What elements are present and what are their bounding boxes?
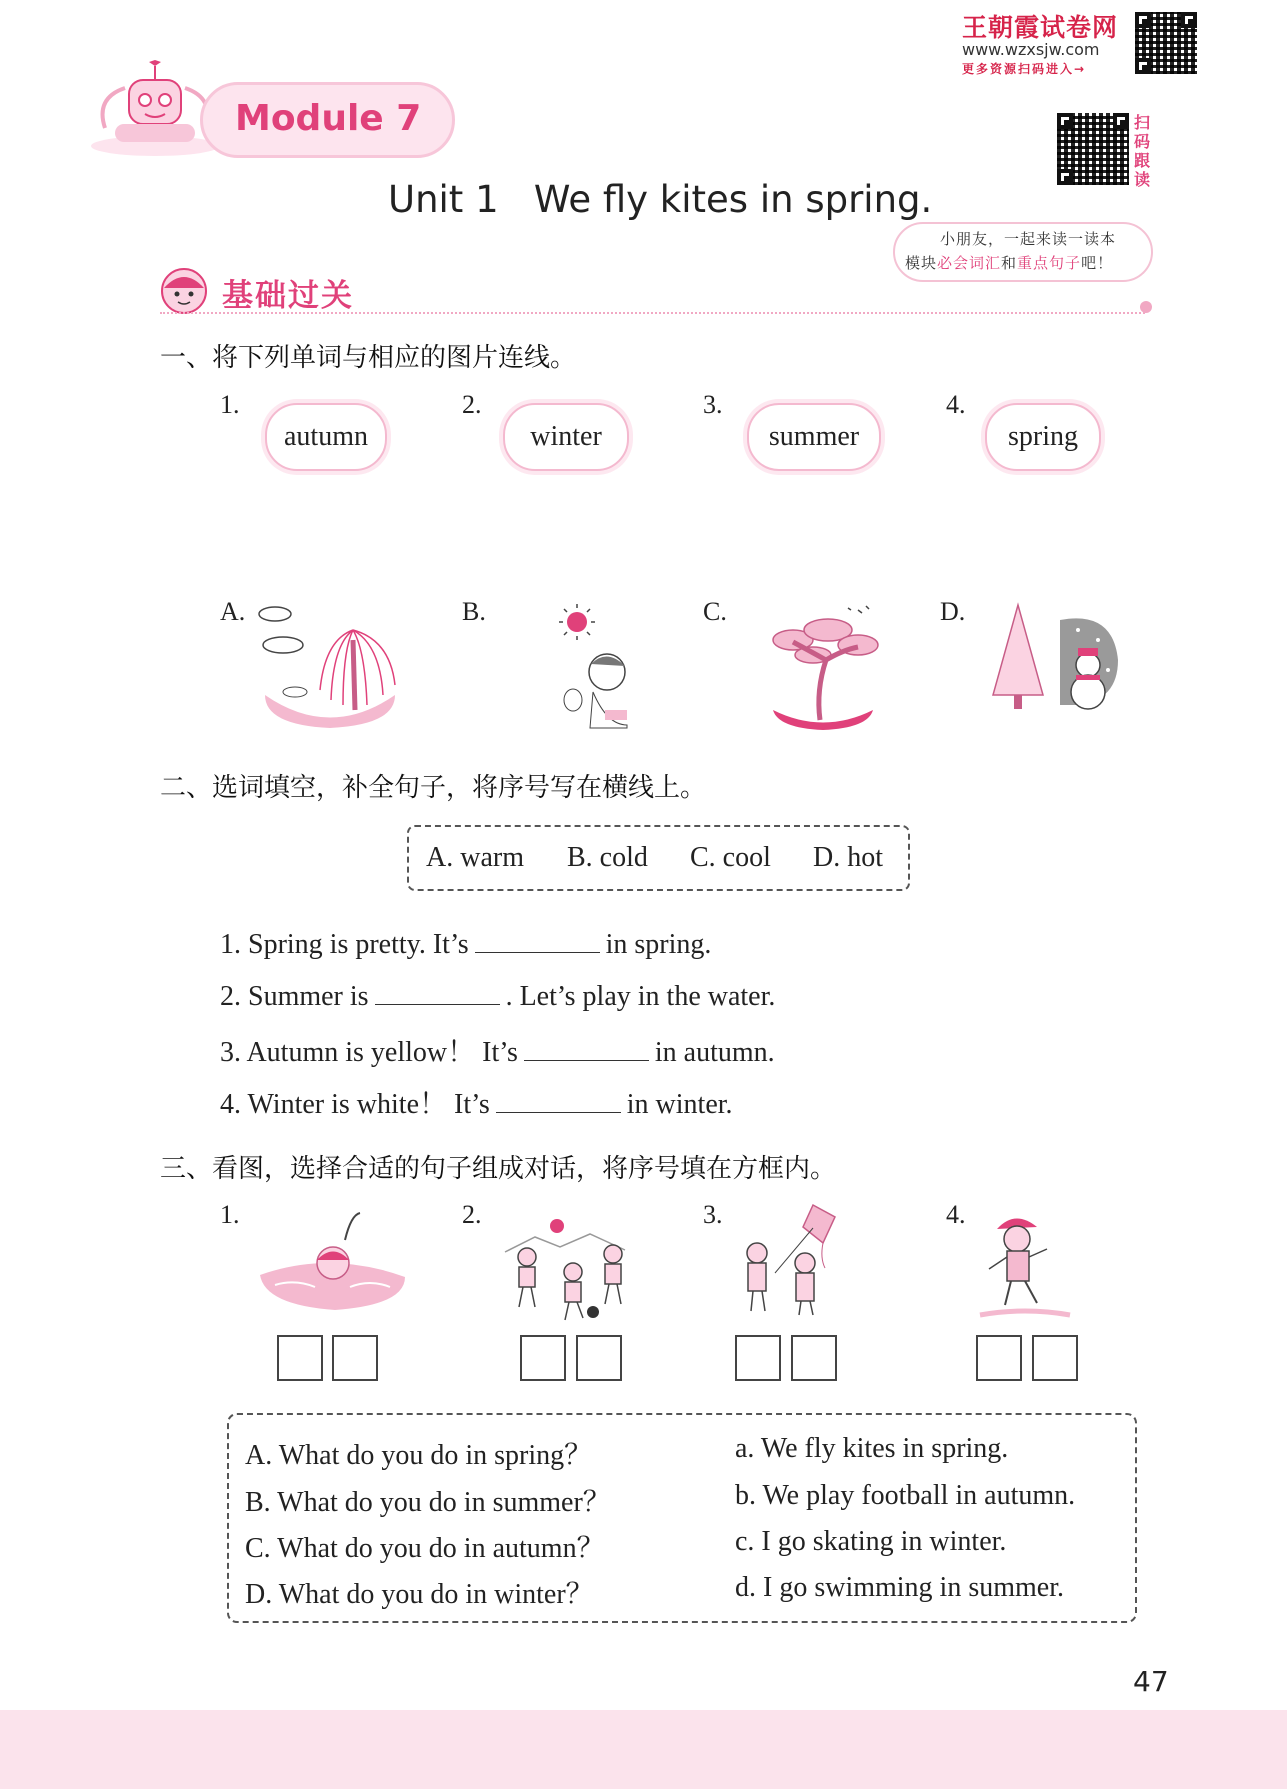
option-d: D. hot (813, 842, 883, 873)
picture-number: 2. (462, 1200, 482, 1229)
word-cloud-spring (985, 403, 1101, 471)
answer-blank[interactable] (375, 978, 500, 1005)
read-prompt-line1: 小朋友，一起来读一读本 (940, 232, 1117, 248)
picture-label: A. (220, 597, 246, 626)
sentence-text: 2. Summer is (220, 981, 369, 1012)
picture-number: 3. (703, 1200, 723, 1229)
answer-a: a. We fly kites in spring. (735, 1433, 1009, 1464)
answer-blank[interactable] (475, 926, 600, 953)
answer-box[interactable] (576, 1335, 622, 1381)
answer-box[interactable] (735, 1335, 781, 1381)
word-label: autumn (284, 421, 368, 452)
section-divider (160, 312, 1145, 314)
read-prompt-text: 和 (1001, 256, 1018, 272)
brand-url[interactable]: www.wzxsjw.com (962, 40, 1100, 59)
word-number: 1. (220, 390, 240, 419)
word-label: summer (768, 421, 860, 452)
flying-kite-picture (735, 1203, 845, 1318)
question-b: B. What do you do in summer？ (245, 1487, 611, 1518)
q3-title: 三、看图，选择合适的句子组成对话，将序号填在方框内。 (160, 1154, 837, 1184)
read-prompt-highlight: 必会词汇 (937, 256, 1002, 272)
read-prompt-text: 吧！ (1081, 256, 1114, 272)
fill-sentence-4 (220, 1082, 733, 1122)
picture-label: B. (462, 597, 486, 626)
answer-box[interactable] (791, 1335, 837, 1381)
picture-label: D. (940, 597, 966, 626)
unit-title: Unit 1 We fly kites in spring. (388, 178, 933, 221)
word-number: 3. (703, 390, 723, 419)
module-title: Module 7 (235, 98, 422, 139)
answer-blank[interactable] (496, 1086, 621, 1113)
football-picture (495, 1212, 645, 1322)
sentence-text: in winter. (626, 1089, 733, 1120)
divider-end-dot (1140, 301, 1152, 313)
answer-box[interactable] (976, 1335, 1022, 1381)
winter-snowman-picture (988, 600, 1123, 720)
word-number: 4. (946, 390, 966, 419)
answer-box[interactable] (520, 1335, 566, 1381)
word-cloud-autumn (265, 403, 387, 471)
answer-b: b. We play football in autumn. (735, 1480, 1076, 1511)
sentence-text: 3. Autumn is yellow！ It’s (220, 1037, 518, 1068)
answer-c: c. I go skating in winter. (735, 1526, 1007, 1557)
autumn-tree-picture (758, 600, 888, 730)
picture-label: C. (703, 597, 727, 626)
page-number: 47 (1133, 1665, 1169, 1698)
word-label: spring (1008, 421, 1078, 452)
section-title: 基础过关 (222, 278, 354, 314)
question-c: C. What do you do in autumn？ (245, 1533, 605, 1564)
brand-title: 王朝霞试卷网 (962, 13, 1119, 42)
sentence-text: in spring. (605, 929, 712, 960)
fill-sentence-1 (220, 926, 711, 961)
word-cloud-summer (747, 403, 881, 471)
q2-title: 二、选词填空，补全句子，将序号写在横线上。 (160, 773, 707, 803)
picture-number: 1. (220, 1200, 240, 1229)
brand-qr-code-icon[interactable] (1135, 12, 1197, 74)
picture-number: 4. (946, 1200, 966, 1229)
skating-picture (975, 1207, 1075, 1322)
read-prompt-text: 模块 (905, 256, 938, 272)
question-a: A. What do you do in spring？ (245, 1440, 593, 1471)
swimming-picture (255, 1205, 410, 1315)
answer-d: d. I go swimming in summer. (735, 1572, 1064, 1603)
read-prompt-highlight: 重点句子 (1017, 256, 1082, 272)
word-cloud-winter (503, 403, 629, 471)
option-a: A. warm (426, 842, 524, 873)
answer-blank[interactable] (524, 1034, 649, 1061)
summer-sun-boy-picture (535, 600, 645, 730)
fill-sentence-2 (220, 978, 775, 1013)
answer-box[interactable] (277, 1335, 323, 1381)
word-number: 2. (462, 390, 482, 419)
sentence-text: 1. Spring is pretty. It’s (220, 929, 469, 960)
answer-box[interactable] (332, 1335, 378, 1381)
option-c: C. cool (690, 842, 771, 873)
fill-sentence-3 (220, 1030, 775, 1070)
answer-box[interactable] (1032, 1335, 1078, 1381)
read-prompt-line2 (905, 252, 1113, 273)
question-d: D. What do you do in winter？ (245, 1579, 594, 1610)
sentence-text: in autumn. (654, 1037, 775, 1068)
option-b: B. cold (567, 842, 648, 873)
sentence-text: 4. Winter is white！ It’s (220, 1089, 490, 1120)
follow-read-qr-code-icon[interactable] (1057, 113, 1129, 185)
follow-read-label: 扫码跟读 (1134, 113, 1151, 189)
q1-title: 一、将下列单词与相应的图片连线。 (160, 343, 577, 373)
footer-band (0, 1710, 1287, 1789)
sentence-text: . Let’s play in the water. (505, 981, 776, 1012)
spring-willow-picture (255, 600, 405, 730)
word-label: winter (530, 421, 602, 452)
girl-avatar-icon (158, 266, 214, 316)
brand-more-text: 更多资源扫码进入→ (962, 62, 1087, 76)
